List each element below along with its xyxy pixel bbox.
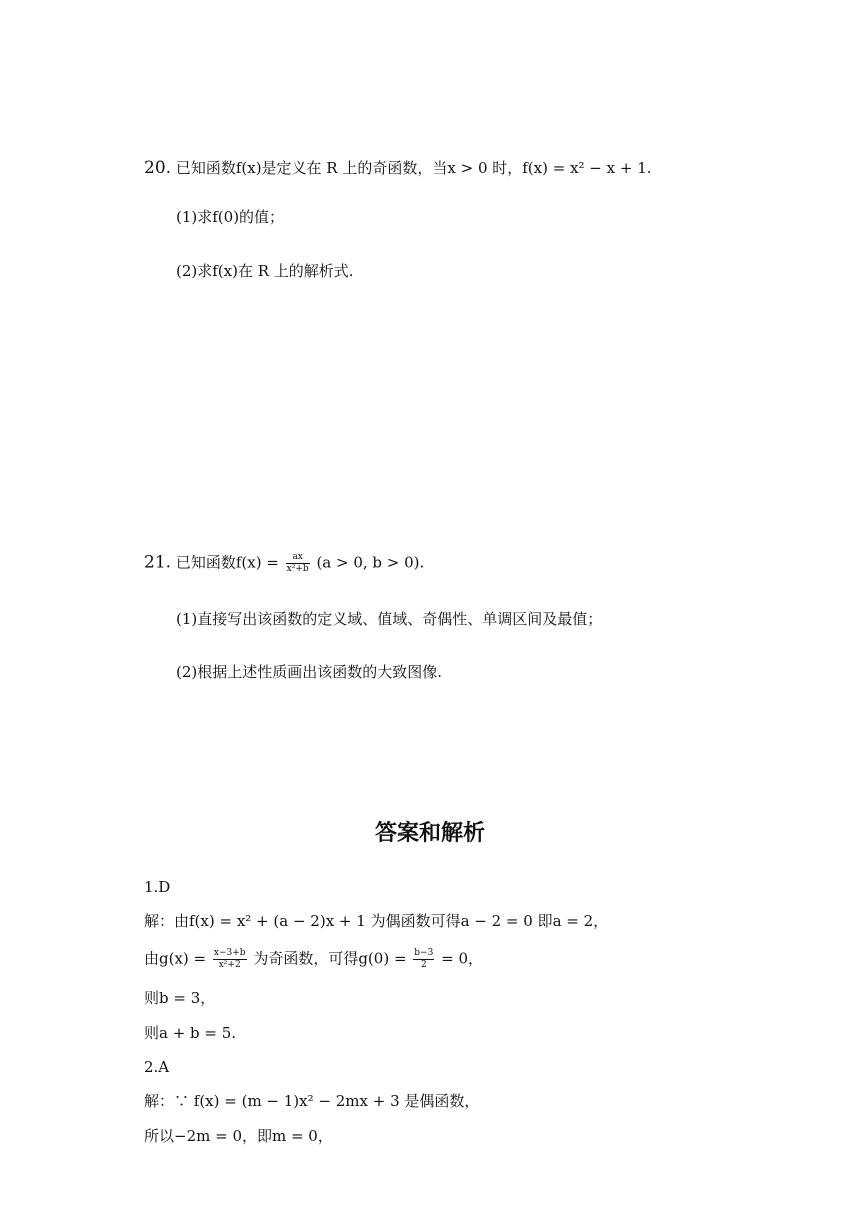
question-20-part-2: (2)求f(x)在 R 上的解析式. [176,262,354,280]
fraction-denominator: 2 [420,960,427,970]
question-21-stem [144,552,424,575]
answer-text-middle: 为奇函数，可得g(0) = [253,949,407,968]
fraction-denominator: x²+b [286,564,309,574]
question-21-part-1: (1)直接写出该函数的定义域、值域、奇偶性、单调区间及最值； [176,610,603,628]
answer-1-label: 1.D [144,878,171,896]
question-20-stem [144,158,652,178]
fraction-numerator: ax [286,552,310,564]
question-text-prefix: 已知函数f(x) = [175,553,279,572]
fraction [286,552,310,575]
answer-1-line-4: 则a + b = 5. [144,1024,237,1042]
answer-2-label: 2.A [144,1058,170,1076]
fraction-numerator: x−3+b [213,948,246,958]
question-21-part-2: (2)根据上述性质画出该函数的大致图像. [176,663,443,681]
question-number: 21. [144,552,172,573]
answer-1-line-3: 则b = 3， [144,989,216,1007]
question-number: 20. [144,158,172,178]
answer-2-line-2: 所以−2m = 0，即m = 0， [144,1127,333,1145]
fraction-denominator: x²+2 [218,960,241,970]
answer-1-line-2 [144,948,483,971]
fraction-numerator: b−3 [414,948,434,958]
answer-text-suffix: = 0， [441,949,483,968]
question-20-part-1: (1)求f(0)的值； [176,208,285,226]
fraction [413,948,434,971]
answers-title: 答案和解析 [374,821,485,846]
answer-2-line-1: 解：∵ f(x) = (m − 1)x² − 2mx + 3 是偶函数， [144,1092,480,1110]
question-text-suffix: (a > 0, b > 0). [316,553,425,572]
question-text: 已知函数f(x)是定义在 R 上的奇函数，当x > 0 时，f(x) = x² − x + 1. [175,159,652,177]
fraction [213,948,247,971]
answer-1-line-1: 解：由f(x) = x² + (a − 2)x + 1 为偶函数可得a − 2 = 0 即a = 2， [144,912,609,930]
answer-text-prefix: 由g(x) = [144,949,207,968]
